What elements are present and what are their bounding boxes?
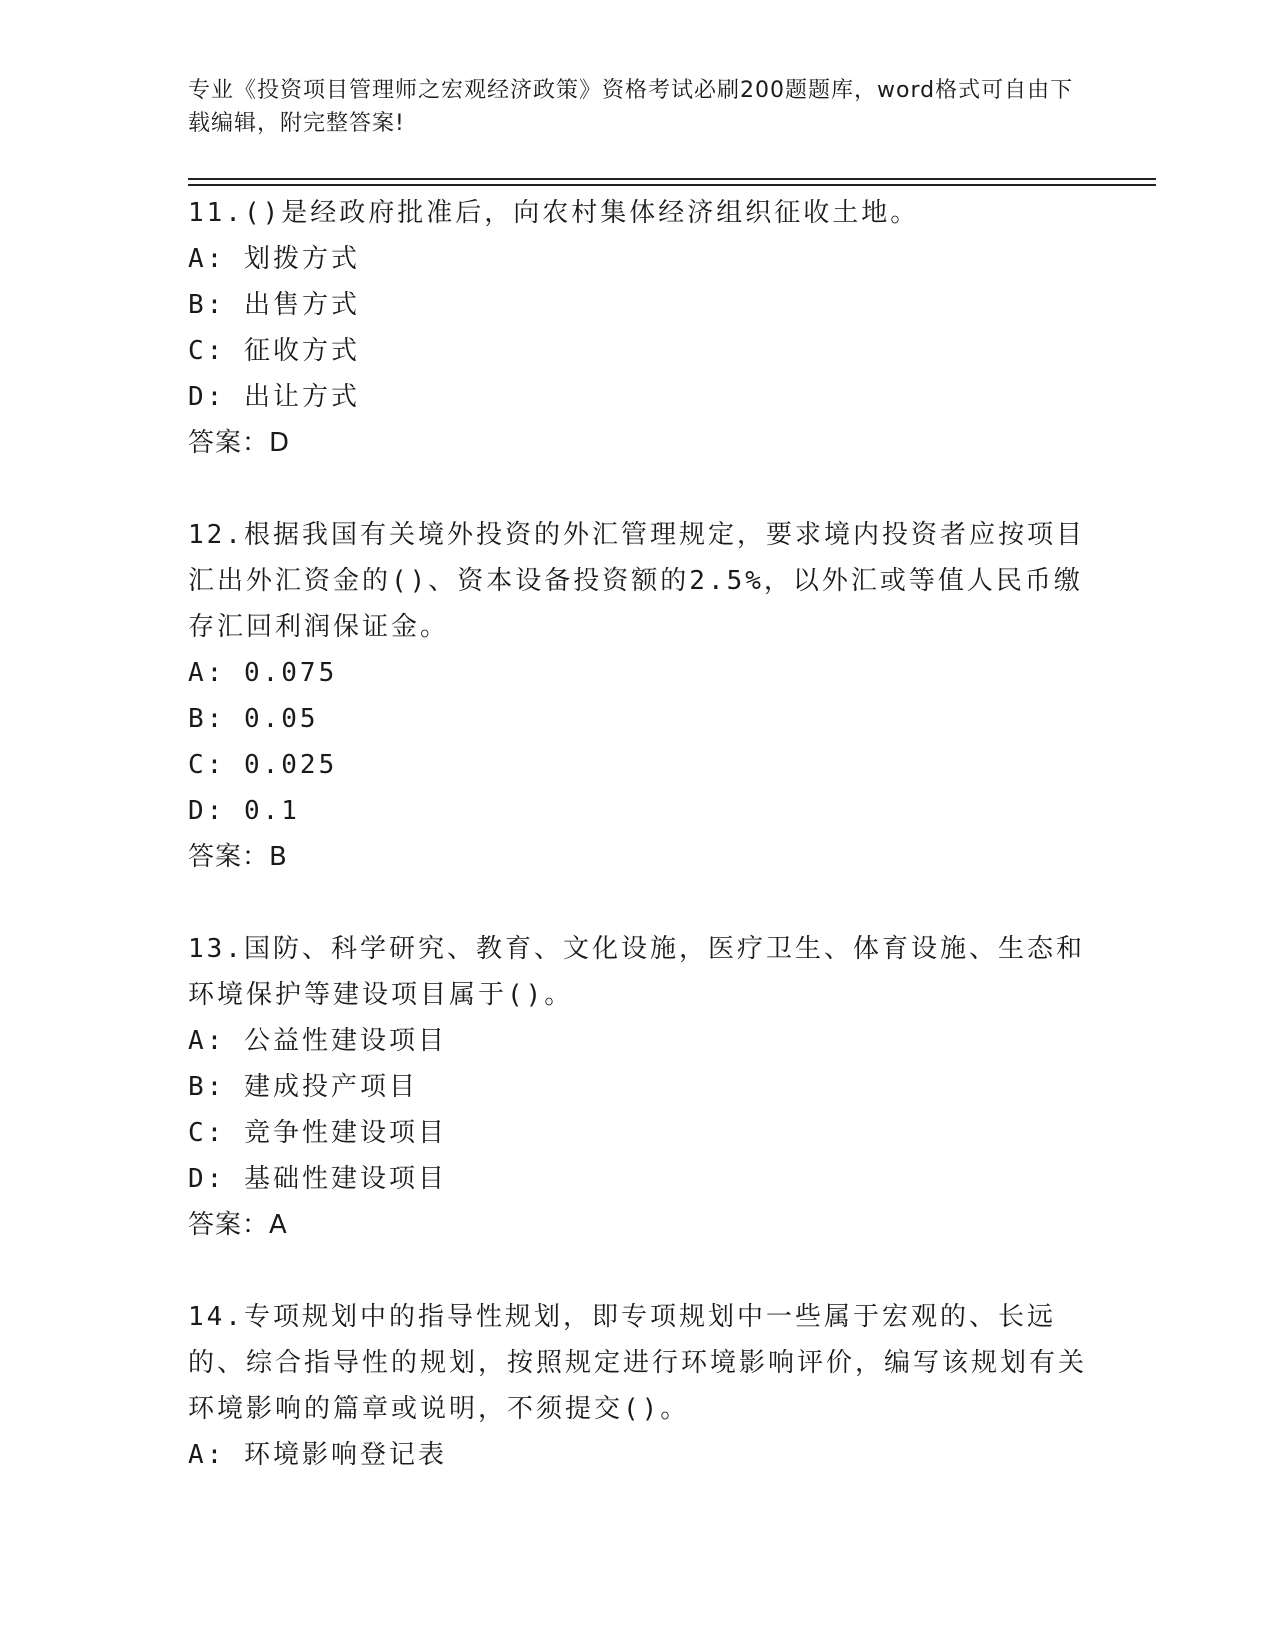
answer-line: 答案：A [188,1210,288,1240]
answer-line: 答案：B [188,842,288,872]
option-c: C: 竞争性建设项目 [188,1118,447,1148]
question-stem: 13.国防、科学研究、教育、文化设施，医疗卫生、体育设施、生态和环境保护等建设项目属于()。 [188,934,1085,1010]
option-a: A: 0.075 [188,658,338,688]
header-rule-top [188,178,1156,180]
question-12 [188,512,1088,880]
question-14 [188,1294,1088,1478]
option-a: A: 划拨方式 [188,244,360,274]
question-stem: 14.专项规划中的指导性规划，即专项规划中一些属于宏观的、长远的、综合指导性的规划，按照规定进行环境影响评价，编写该规划有关环境影响的篇章或说明，不须提交()。 [188,1302,1088,1424]
option-b: B: 0.05 [188,704,319,734]
header-rule-bottom [188,184,1156,186]
answer-line: 答案：D [188,428,291,458]
question-stem: 11.()是经政府批准后，向农村集体经济组织征收土地。 [188,198,920,228]
option-b: B: 出售方式 [188,290,360,320]
document-header: 专业《投资项目管理师之宏观经济政策》资格考试必刷200题题库，word格式可自由下载编辑，附完整答案! [188,78,1074,136]
option-a: A: 公益性建设项目 [188,1026,447,1056]
option-d: D: 基础性建设项目 [188,1164,447,1194]
option-d: D: 0.1 [188,796,300,826]
option-c: C: 0.025 [188,750,338,780]
question-stem: 12.根据我国有关境外投资的外汇管理规定，要求境内投资者应按项目汇出外汇资金的()、资本设备投资额的2.5%，以外汇或等值人民币缴存汇回利润保证金。 [188,520,1085,642]
question-list [188,190,1088,1478]
option-d: D: 出让方式 [188,382,360,412]
question-13 [188,926,1088,1248]
option-c: C: 征收方式 [188,336,360,366]
question-11 [188,190,1088,466]
option-b: B: 建成投产项目 [188,1072,418,1102]
option-a: A: 环境影响登记表 [188,1440,447,1470]
